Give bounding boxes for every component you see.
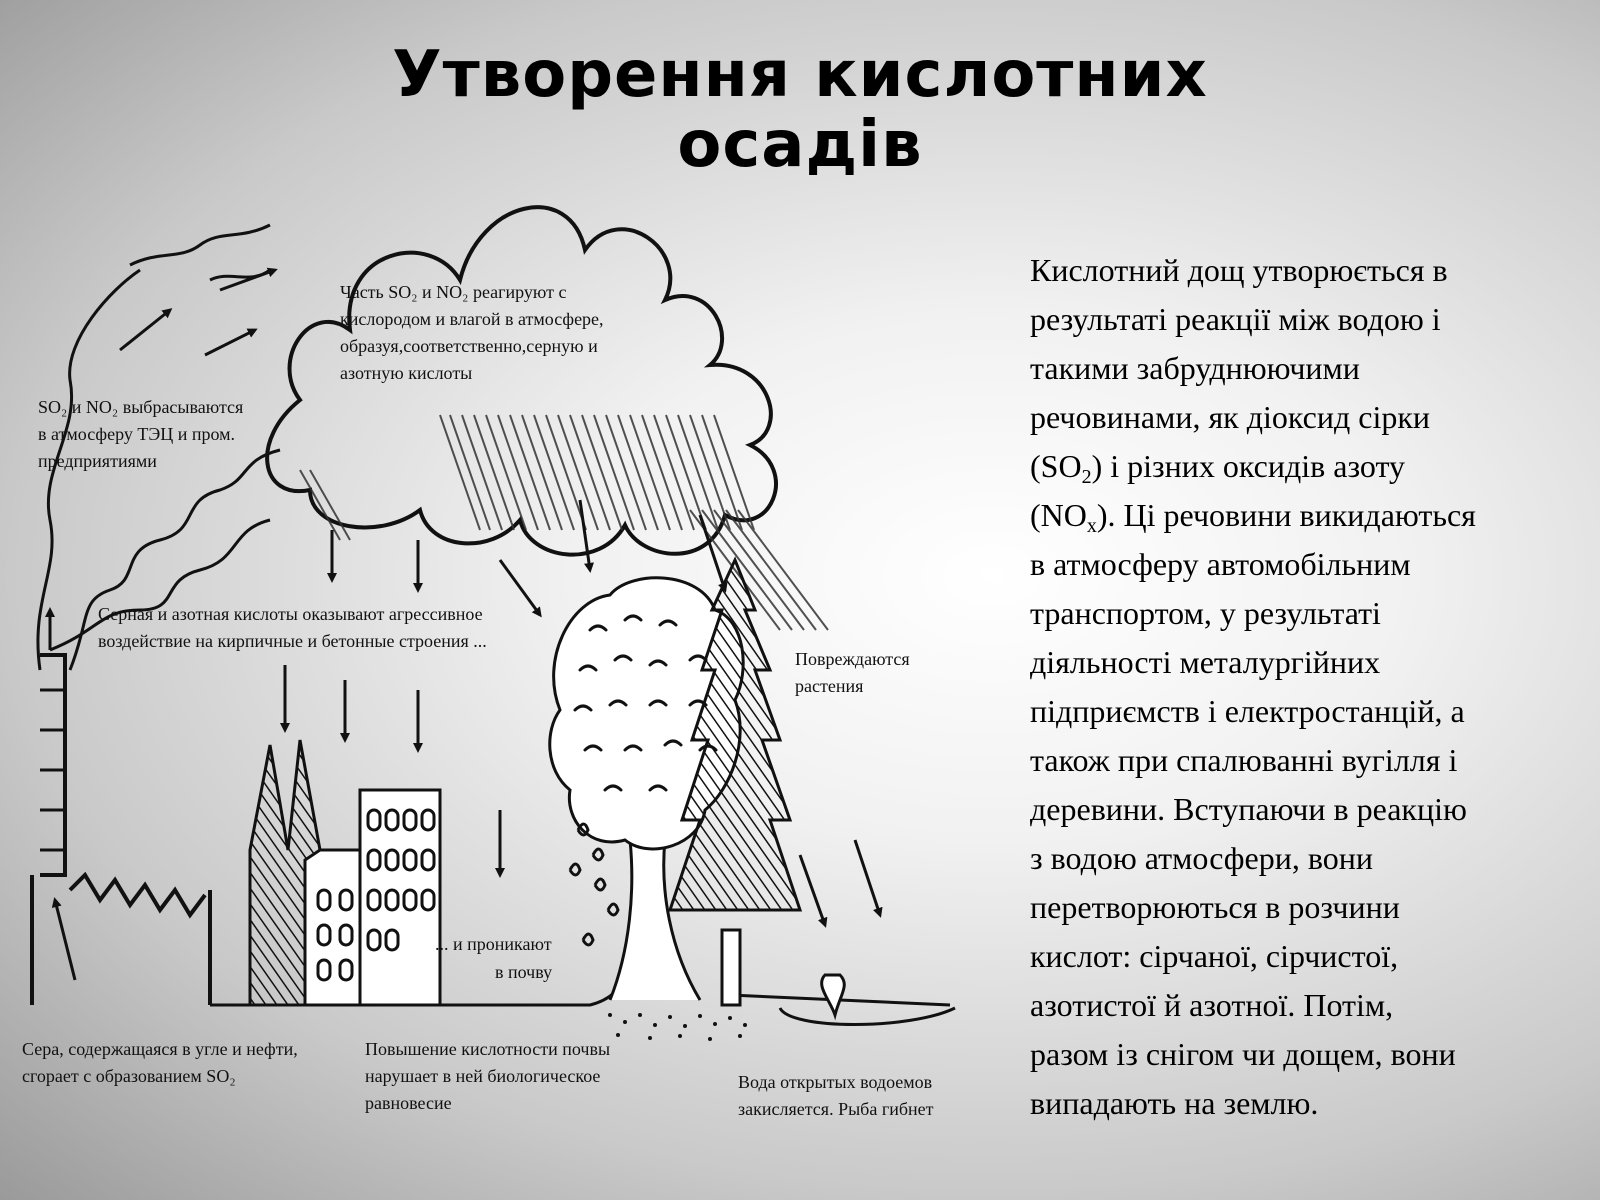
buildings-label: Серная и азотная кислоты оказывают агрессивное воздействие на кирпичные и бетонные строения ... [98,604,487,651]
title-line-2: осадів [677,108,923,182]
title-line-1: Утворення кислотних [392,38,1208,112]
body-text [1030,246,1575,1128]
body-line: азотистої й азотної. Потім, [1030,987,1394,1023]
soil-dots [608,1013,747,1041]
body-line [1030,442,1575,491]
factory-chimney [32,655,210,1005]
body-text-fragment: (NO [1030,497,1087,533]
body-line: підприємств і електростанцій, а [1030,693,1465,729]
body-line: разом із снігом чи дощем, вони [1030,1036,1456,1072]
plants-label: Повреждаются растения [795,649,910,696]
soil-enter-label: ... и проникают в почву [435,934,553,982]
subscript-2: 2 [1081,466,1092,488]
water-label: Вода открытых водоемов закисляется. Рыба гибнет [738,1072,934,1119]
acid-rain-diagram [10,170,980,1160]
body-line: випадають на землю. [1030,1085,1319,1121]
body-line: результаті реакції між водою і [1030,301,1441,337]
body-line: також при спалюванні вугілля і [1030,742,1458,778]
body-text-fragment: ) і різних оксидів азоту [1091,448,1406,484]
body-line: діяльності металургійних [1030,644,1381,680]
body-line: деревини. Вступаючи в реакцію [1030,791,1467,827]
cloud-label: Часть SO₂ и NO₂ реагируют с кислородом и влагой в атмосфере, образуя,соответственно,серную и азотную кислоты [340,282,604,383]
body-line: речовинами, як діоксид сірки [1030,399,1430,435]
body-line: транспортом, у результаті [1030,595,1381,631]
body-line: кислот: сірчаної, сірчистої, [1030,938,1399,974]
sulfur-label: Сера, содержащаяся в угле и нефти, сгорает с образованием SO₂ [22,1039,298,1086]
body-line [1030,491,1575,540]
subscript-x: x [1086,515,1097,537]
body-line: Кислотний дощ утворюється в [1030,252,1448,288]
chimney-bricks [40,690,65,850]
slide-title [300,40,1300,180]
body-text-fragment: ). Ці речовини викидаються [1096,497,1476,533]
soil-acid-label: Повышение кислотности почвы нарушает в ней биологическое равновесие [365,1039,611,1113]
body-line: такими забруднюючими [1030,350,1360,386]
apartment-building [360,790,440,1005]
body-line: з водою атмосфери, вони [1030,840,1373,876]
emission-label: SO₂ и NO₂ выбрасываются в атмосферу ТЭЦ и пром. предприятиями [38,397,244,471]
body-text-fragment: (SO [1030,448,1082,484]
body-line: в атмосферу автомобільним [1030,546,1411,582]
body-line: перетворюються в розчини [1030,889,1400,925]
